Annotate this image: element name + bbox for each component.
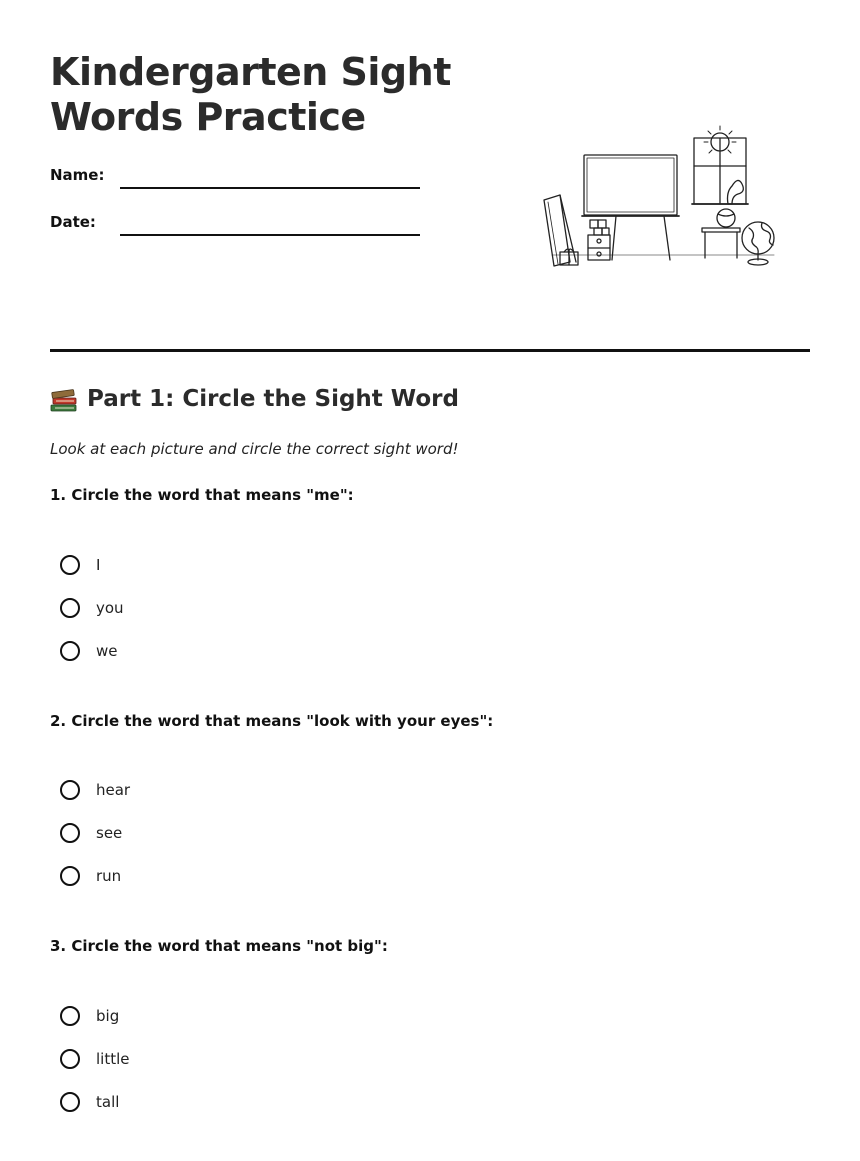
radio-button[interactable] <box>60 866 80 886</box>
date-field[interactable] <box>120 234 420 236</box>
question-2-option-2[interactable] <box>60 821 122 845</box>
radio-button[interactable] <box>60 823 80 843</box>
worksheet-page <box>50 0 810 1161</box>
option-label: see <box>96 824 123 842</box>
classroom-illustration <box>542 122 778 270</box>
question-1-prompt: 1. Circle the word that means "me": <box>50 486 354 504</box>
radio-button[interactable] <box>60 1092 80 1112</box>
question-2-option-1[interactable] <box>60 778 130 802</box>
radio-button[interactable] <box>60 598 80 618</box>
title-line-2: Words Practice <box>50 95 366 139</box>
page-title <box>50 50 451 140</box>
name-label: Name: <box>50 166 105 184</box>
option-label: hear <box>96 781 131 799</box>
books-icon <box>50 386 78 412</box>
option-label: big <box>96 1007 120 1025</box>
title-line-1: Kindergarten Sight <box>50 50 451 94</box>
radio-button[interactable] <box>60 1006 80 1026</box>
option-label: run <box>96 867 122 885</box>
question-3-option-1[interactable] <box>60 1004 119 1028</box>
question-3-prompt: 3. Circle the word that means "not big": <box>50 937 388 955</box>
option-label: I <box>96 556 101 574</box>
question-2-prompt: 2. Circle the word that means "look with your eyes": <box>50 712 494 730</box>
option-label: you <box>96 599 124 617</box>
option-label: we <box>96 642 118 660</box>
question-2-option-3[interactable] <box>60 864 121 888</box>
question-1-option-1[interactable] <box>60 553 100 577</box>
question-1-option-2[interactable] <box>60 596 124 620</box>
section-title-text: Part 1: Circle the Sight Word <box>87 386 459 412</box>
question-3-option-3[interactable] <box>60 1090 119 1114</box>
date-label: Date: <box>50 213 96 231</box>
name-field[interactable] <box>120 187 420 189</box>
option-label: tall <box>96 1093 120 1111</box>
radio-button[interactable] <box>60 555 80 575</box>
radio-button[interactable] <box>60 641 80 661</box>
question-1-option-3[interactable] <box>60 639 118 663</box>
section-title <box>50 386 459 412</box>
question-3-option-2[interactable] <box>60 1047 130 1071</box>
radio-button[interactable] <box>60 780 80 800</box>
radio-button[interactable] <box>60 1049 80 1069</box>
option-label: little <box>96 1050 130 1068</box>
header-divider <box>50 349 810 352</box>
instructions-text: Look at each picture and circle the correct sight word! <box>50 440 459 458</box>
